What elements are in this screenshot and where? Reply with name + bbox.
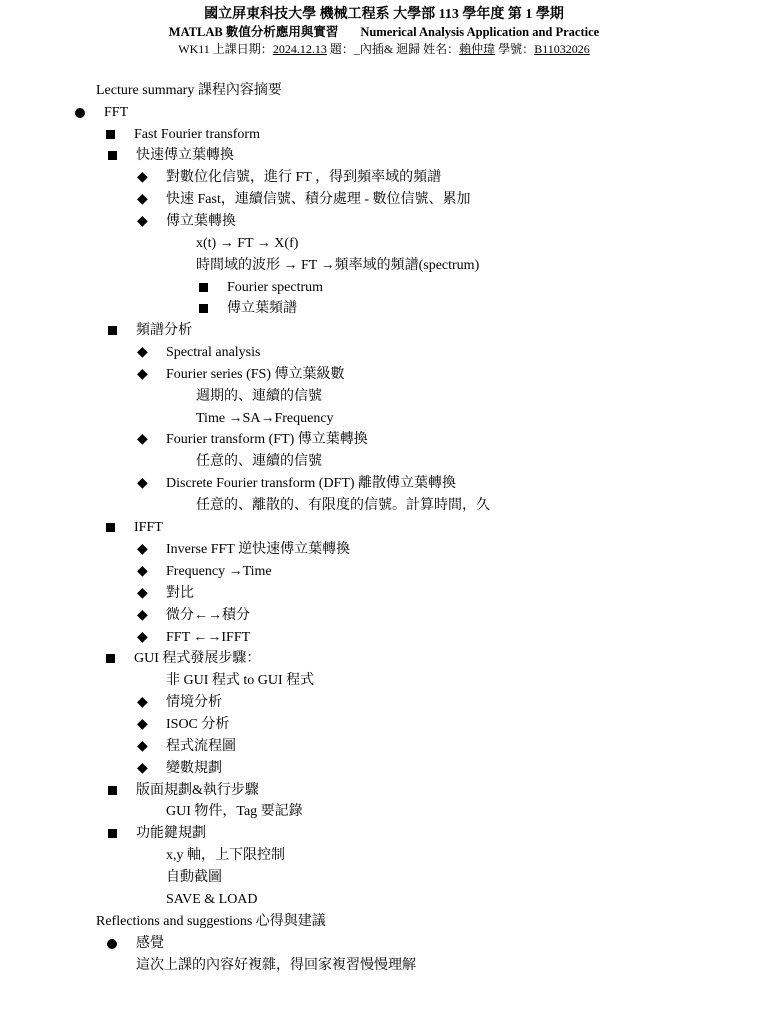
- outline-line: x(t) → FT → X(f): [196, 236, 299, 251]
- bullet-diamond-icon: ◆: [137, 345, 148, 360]
- bullet-square-icon: [108, 151, 117, 160]
- bullet-square-icon: [108, 786, 117, 795]
- outline-line: 對比: [166, 586, 194, 601]
- outline-line: 任意的、連續的信號: [196, 454, 322, 469]
- bullet-diamond-icon: ◆: [137, 564, 148, 579]
- bullet-diamond-icon: ◆: [137, 586, 148, 601]
- outline-line: 對數位化信號，進行 FT ，得到頻率域的頻譜: [166, 170, 442, 185]
- outline-line: 功能鍵規劃: [136, 826, 206, 841]
- bullet-diamond-icon: ◆: [137, 761, 148, 776]
- bullet-dot-icon: [75, 108, 85, 118]
- outline-line: SAVE & LOAD: [166, 892, 258, 907]
- outline-line: IFFT: [134, 520, 163, 535]
- outline-line: 感覺: [136, 936, 164, 951]
- bullet-square-icon: [199, 283, 208, 292]
- outline-line: ISOC 分析: [166, 717, 230, 732]
- bullet-diamond-icon: ◆: [137, 717, 148, 732]
- outline-line: x,y 軸，上下限控制: [166, 848, 285, 863]
- outline-line: Frequency →Time: [166, 564, 272, 579]
- bullet-diamond-icon: ◆: [137, 432, 148, 447]
- bullet-square-icon: [108, 326, 117, 335]
- outline-line: Spectral analysis: [166, 345, 261, 360]
- bullet-diamond-icon: ◆: [137, 630, 148, 645]
- outline-line: Inverse FFT 逆快速傅立葉轉換: [166, 542, 351, 557]
- student-id-label: 學號：: [495, 42, 535, 56]
- course-title-english: Numerical Analysis Application and Practice: [360, 25, 600, 39]
- outline-line: Fourier transform (FT) 傅立葉轉換: [166, 432, 368, 447]
- outline-line: 版面規劃&執行步驟: [136, 783, 259, 798]
- course-title-chinese: MATLAB 數值分析應用與實習: [168, 25, 339, 39]
- outline-line: 傅立葉轉換: [166, 214, 236, 229]
- header-info-line: [0, 40, 768, 57]
- bullet-diamond-icon: ◆: [137, 739, 148, 754]
- outline-line: Fast Fourier transform: [134, 127, 260, 142]
- outline-line: 微分←→積分: [166, 608, 250, 623]
- outline-line: FFT ←→IFFT: [166, 630, 251, 645]
- header-school-line: 國立屏東科技大學 機械工程系 大學部 113 學年度 第 1 學期: [204, 7, 564, 22]
- outline-line: 非 GUI 程式 to GUI 程式: [166, 673, 315, 688]
- bullet-diamond-icon: ◆: [137, 476, 148, 491]
- outline-line: 快速傅立葉轉換: [136, 148, 234, 163]
- outline-line: 快速 Fast，連續信號、積分處理 - 數位信號、累加: [166, 192, 471, 207]
- outline-line: GUI 程式發展步驟：: [134, 651, 261, 666]
- outline-line: 這次上課的內容好複雜，得回家複習慢慢理解: [136, 958, 416, 973]
- outline-line: 任意的、離散的、有限度的信號。計算時間，久: [196, 498, 490, 513]
- outline-line: Reflections and suggestions 心得與建議: [96, 914, 326, 929]
- topic-name-label: 題：_內插& 迴歸 姓名：: [326, 42, 460, 56]
- outline-line: 頻譜分析: [136, 323, 192, 338]
- outline-line: 時間域的波形 → FT →頻率域的頻譜(spectrum): [196, 258, 480, 273]
- bullet-dot-icon: [107, 939, 117, 949]
- outline-line: 變數規劃: [166, 761, 222, 776]
- bullet-square-icon: [106, 130, 115, 139]
- outline-line: Time →SA→Frequency: [196, 411, 334, 426]
- header-course-line: [0, 22, 768, 40]
- bullet-square-icon: [106, 523, 115, 532]
- outline-line: Lecture summary 課程內容摘要: [96, 83, 282, 98]
- student-id: B11032026: [534, 42, 590, 56]
- outline-line: Fourier series (FS) 傅立葉級數: [166, 367, 345, 382]
- outline-line: GUI 物件，Tag 要記錄: [166, 804, 303, 819]
- lecture-date: 2024.12.13: [272, 42, 327, 56]
- bullet-square-icon: [199, 304, 208, 313]
- outline-line: 自動截圖: [166, 870, 222, 885]
- outline-line: FFT: [104, 105, 129, 120]
- outline-line: 傅立葉頻譜: [227, 301, 297, 316]
- bullet-square-icon: [108, 829, 117, 838]
- bullet-diamond-icon: ◆: [137, 214, 148, 229]
- outline-line: 情境分析: [166, 695, 222, 710]
- outline-line: 週期的、連續的信號: [196, 389, 322, 404]
- outline-line: Discrete Fourier transform (DFT) 離散傅立葉轉換: [166, 476, 457, 491]
- outline-line: 程式流程圖: [166, 739, 236, 754]
- bullet-diamond-icon: ◆: [137, 367, 148, 382]
- bullet-diamond-icon: ◆: [137, 542, 148, 557]
- bullet-diamond-icon: ◆: [137, 695, 148, 710]
- outline-line: Fourier spectrum: [227, 280, 324, 295]
- bullet-diamond-icon: ◆: [137, 170, 148, 185]
- student-name: 賴仲瑋: [459, 42, 496, 56]
- bullet-diamond-icon: ◆: [137, 608, 148, 623]
- bullet-diamond-icon: ◆: [137, 192, 148, 207]
- bullet-square-icon: [106, 654, 115, 663]
- week-date-label: WK11 上課日期：: [178, 42, 273, 56]
